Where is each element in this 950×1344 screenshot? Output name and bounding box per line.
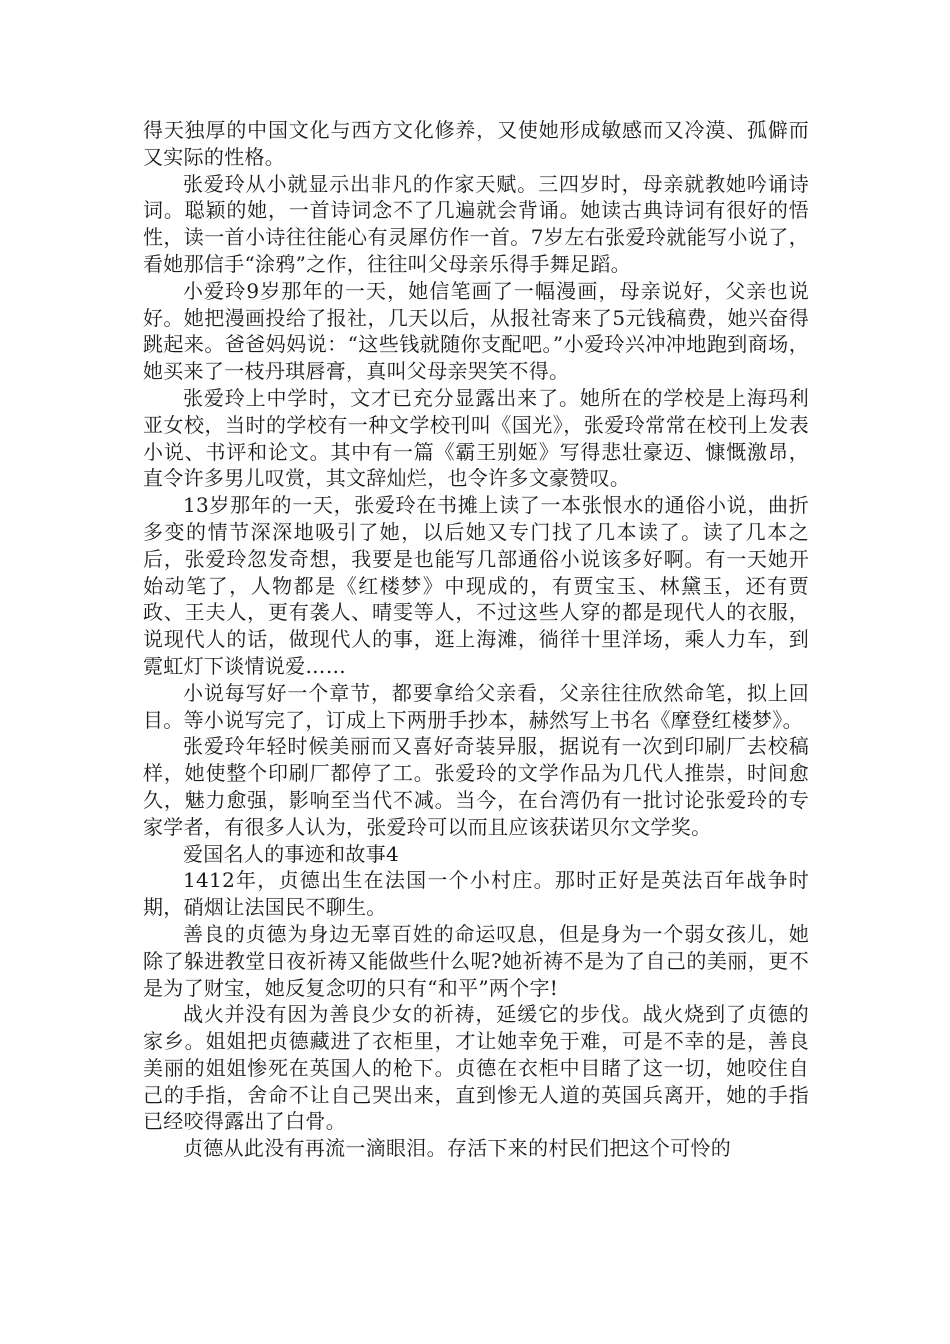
- paragraph: 1412年，贞德出生在法国一个小村庄。那时正好是英法百年战争时期，硝烟让法国民不聊生。: [143, 868, 809, 920]
- paragraph: 得天独厚的中国文化与西方文化修养，又使她形成敏感而又冷漠、孤僻而又实际的性格。: [143, 118, 809, 169]
- paragraph: 战火并没有因为善良少女的祈祷，延缓它的步伐。战火烧到了贞德的家乡。姐姐把贞德藏进了衣柜里，才让她幸免于难，可是不幸的是，善良美丽的姐姐惨死在英国人的枪下。贞德在衣柜中目睹了这一切，她咬住自己的手指，舍命不让自己哭出来，直到惨无人道的英国兵离开，她的手指已经咬得露出了白骨。: [143, 1002, 809, 1134]
- paragraph: 贞德从此没有再流一滴眼泪。存活下来的村民们把这个可怜的: [183, 1136, 732, 1161]
- section-heading: 爱国名人的事迹和故事4: [183, 841, 400, 866]
- paragraph: 善良的贞德为身边无辜百姓的命运叹息，但是身为一个弱女孩儿，她除了躲进教堂日夜祈祷又能做些什么呢?她祈祷不是为了自己的美丽，更不是为了财宝，她反复念叨的只有“和平”两个字!: [143, 921, 809, 1000]
- document-body: [143, 117, 809, 1162]
- paragraph: 张爱玲年轻时候美丽而又喜好奇装异服，据说有一次到印刷厂去校稿样，她使整个印刷厂都停了工。张爱玲的文学作品为几代人推崇，时间愈久，魅力愈强，影响至当代不减。当今，在台湾仍有一批讨论张爱玲的专家学者，有很多人认为，张爱玲可以而且应该获诺贝尔文学奖。: [143, 734, 809, 839]
- paragraph: 13岁那年的一天，张爱玲在书摊上读了一本张恨水的通俗小说，曲折多变的情节深深地吸引了她，以后她又专门找了几本读了。读了几本之后，张爱玲忽发奇想，我要是也能写几部通俗小说该多好啊。有一天她开始动笔了，人物都是《红楼梦》中现成的，有贾宝玉、林黛玉，还有贾政、王夫人，更有袭人、晴雯等人，不过这些人穿的都是现代人的衣服，说现代人的话，做现代人的事，逛上海滩，徜徉十里洋场，乘人力车，到霓虹灯下谈情说爱……: [143, 493, 809, 678]
- paragraph: 张爱玲上中学时，文才已充分显露出来了。她所在的学校是上海玛利亚女校，当时的学校有一种文学校刊叫《国光》，张爱玲常常在校刊上发表小说、书评和论文。其中有一篇《霸王别姬》写得悲壮豪迈、慷慨激昂，直令许多男儿叹赏，其文辞灿烂，也令许多文豪赞叹。: [143, 385, 809, 491]
- paragraph: 小说每写好一个章节，都要拿给父亲看，父亲往往欣然命笔，拟上回目。等小说写完了，订成上下两册手抄本，赫然写上书名《摩登红楼梦》。: [143, 680, 809, 732]
- paragraph: 小爱玲9岁那年的一天，她信笔画了一幅漫画，母亲说好，父亲也说好。她把漫画投给了报社，几天以后，从报社寄来了5元钱稿费，她兴奋得跳起来。爸爸妈妈说：“这些钱就随你支配吧。”小爱玲兴冲冲地跑到商场，她买来了一枝丹琪唇膏，真叫父母亲哭笑不得。: [143, 278, 809, 384]
- paragraph: 张爱玲从小就显示出非凡的作家天赋。三四岁时，母亲就教她吟诵诗词。聪颖的她，一首诗词念不了几遍就会背诵。她读古典诗词有很好的悟性，读一首小诗往往能心有灵犀仿作一首。7岁左右张爱玲就能写小说了，看她那信手“涂鸦”之作，往往叫父母亲乐得手舞足蹈。: [143, 171, 809, 276]
